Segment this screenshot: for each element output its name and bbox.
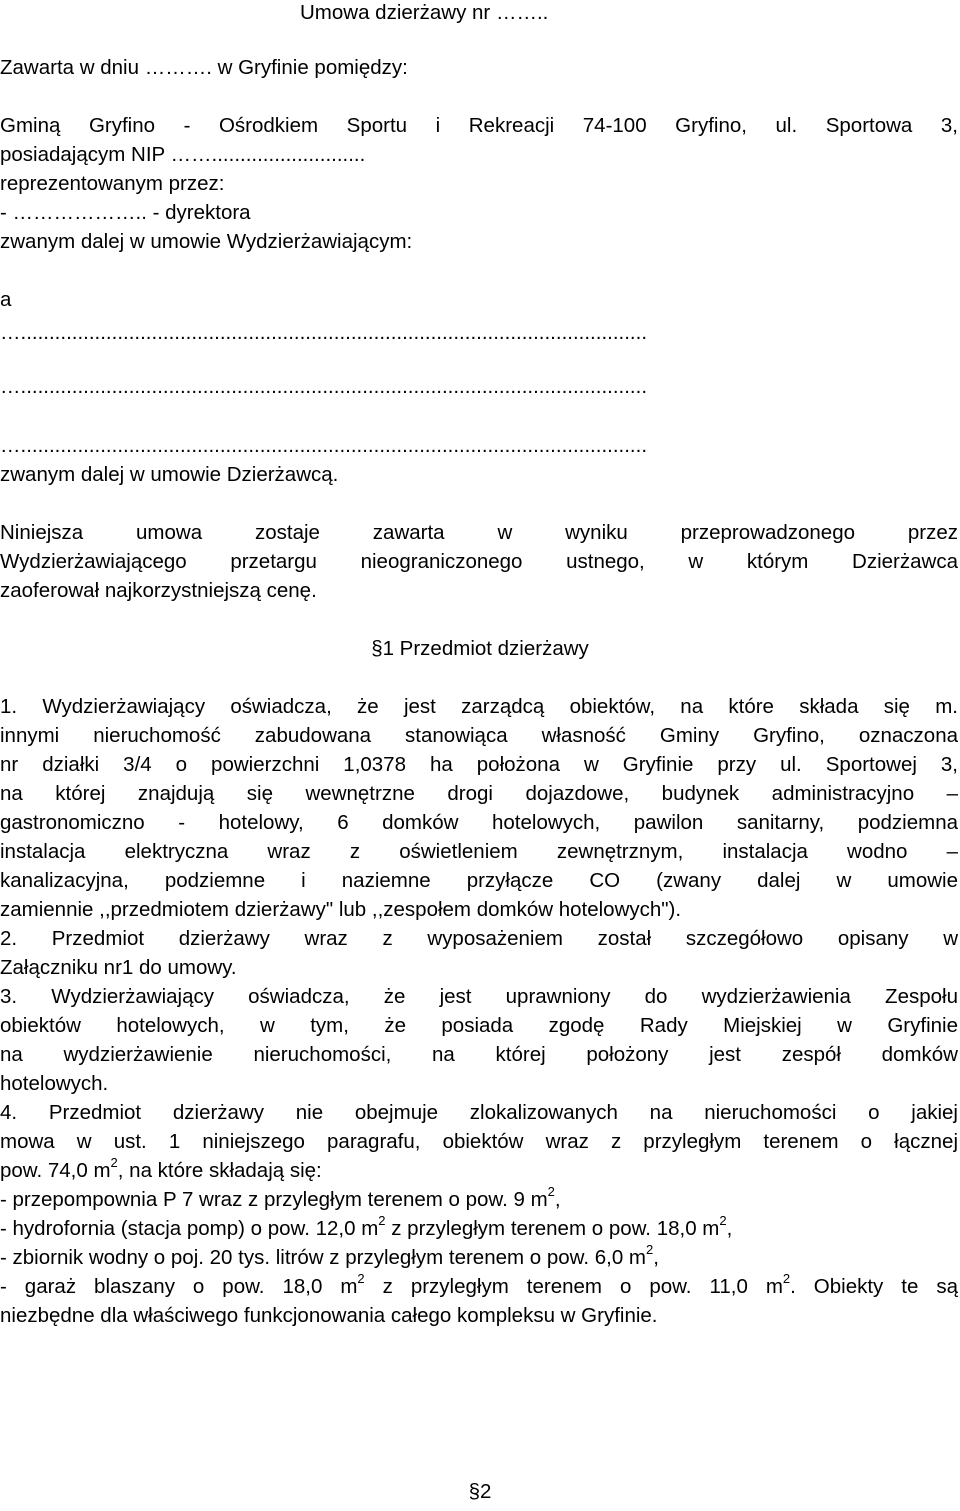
body-line: gastronomiczno - hotelowy, 6 domków hotelowych, pawilon sanitarny, podziemna <box>0 811 958 834</box>
body-line: nr działki 3/4 o powierzchni 1,0378 ha położona w Gryfinie przy ul. Sportowej 3, <box>0 753 958 776</box>
body-line: na wydzierżawienie nieruchomości, na której położony jest zespół domków <box>0 1043 958 1066</box>
party1-line: Gminą Gryfino - Ośrodkiem Sportu i Rekreacji 74-100 Gryfino, ul. Sportowa 3, <box>0 114 958 137</box>
date-line: Zawarta w dniu ………. w Gryfinie pomiędzy: <box>0 56 408 79</box>
party1-nip-line: posiadającym NIP ……........................... <box>0 143 366 166</box>
superscript: 2 <box>547 1185 555 1200</box>
area-item-line <box>0 1272 958 1301</box>
and-line: a <box>0 288 12 311</box>
body-line: instalacja elektryczna wraz z oświetleniem zewnętrznym, instalacja wodno – <box>0 840 958 863</box>
superscript: 2 <box>378 1214 386 1229</box>
document-title: Umowa dzierżawy nr …….. <box>300 1 549 24</box>
preamble-line: Niniejsza umowa zostaje zawarta w wyniku przeprowadzonego przez <box>0 521 958 544</box>
text-run: . Obiekty te są <box>790 1275 958 1298</box>
text-run: , <box>554 1188 561 1211</box>
party1-called-line: zwanym dalej w umowie Wydzierżawiającym: <box>0 230 413 253</box>
text-run: - przepompownia P 7 wraz z przyległym terenem o pow. 9 m <box>0 1188 548 1211</box>
area-item-line <box>0 1243 958 1272</box>
body-line: hotelowych. <box>0 1072 109 1095</box>
text-run: - hydrofornia (stacja pomp) o pow. 12,0 m <box>0 1217 379 1240</box>
area-item-line <box>0 1185 958 1214</box>
area-item-line <box>0 1214 958 1243</box>
section-heading: §1 Przedmiot dzierżawy <box>371 637 589 660</box>
body-line: 4. Przedmiot dzierżawy nie obejmuje zlokalizowanych na nieruchomości o jakiej <box>0 1101 958 1124</box>
area-total-line <box>0 1156 958 1185</box>
text-run: z przyległym terenem o pow. 11,0 m <box>364 1275 783 1298</box>
text-run: pow. 74,0 m <box>0 1159 111 1182</box>
preamble-line: zaoferował najkorzystniejszą cenę. <box>0 579 317 602</box>
party2-called-line: zwanym dalej w umowie Dzierżawcą. <box>0 463 339 486</box>
superscript: 2 <box>646 1243 654 1258</box>
text-run: - zbiornik wodny o poj. 20 tys. litrów z przyległym terenem o pow. 6,0 m <box>0 1246 647 1269</box>
text-run: , <box>726 1217 733 1240</box>
body-line: kanalizacyjna, podziemne i naziemne przyłącze CO (zwany dalej w umowie <box>0 869 958 892</box>
party2-dots-line: ….............................................................................................................. <box>0 434 648 457</box>
superscript: 2 <box>782 1272 791 1287</box>
body-line: innymi nieruchomość zabudowana stanowiąca własność Gminy Gryfino, oznaczona <box>0 724 958 747</box>
body-line: mowa w ust. 1 niniejszego paragrafu, obiektów wraz z przyległym terenem o łącznej <box>0 1130 958 1153</box>
superscript: 2 <box>357 1272 365 1287</box>
body-line: 2. Przedmiot dzierżawy wraz z wyposażeniem został szczegółowo opisany w <box>0 927 958 950</box>
preamble-line: Wydzierżawiającego przetargu nieograniczonego ustnego, w którym Dzierżawca <box>0 550 958 573</box>
superscript: 2 <box>110 1156 118 1171</box>
body-line: Załączniku nr1 do umowy. <box>0 956 237 979</box>
body-line: 3. Wydzierżawiający oświadcza, że jest uprawniony do wydzierżawienia Zespołu <box>0 985 958 1008</box>
party2-dots-line: ….............................................................................................................. <box>0 375 648 398</box>
area-closing-line: niezbędne dla właściwego funkcjonowania całego kompleksu w Gryfinie. <box>0 1304 658 1327</box>
party1-represented-line: reprezentowanym przez: <box>0 172 225 195</box>
party2-dots-line: ….............................................................................................................. <box>0 321 648 344</box>
text-run: , na które składają się: <box>117 1159 322 1182</box>
body-line: obiektów hotelowych, w tym, że posiada zgodę Rady Miejskiej w Gryfinie <box>0 1014 958 1037</box>
body-line: na której znajdują się wewnętrzne drogi dojazdowe, budynek administracyjno – <box>0 782 958 805</box>
party1-director-line: - ……………….. - dyrektora <box>0 201 251 224</box>
page-number: §2 <box>468 1480 492 1503</box>
text-run: z przyległym terenem o pow. 18,0 m <box>385 1217 720 1240</box>
text-run: - garaż blaszany o pow. 18,0 m <box>0 1275 358 1298</box>
body-line: zamiennie ,,przedmiotem dzierżawy" lub ,,zespołem domków hotelowych"). <box>0 898 682 921</box>
body-line: 1. Wydzierżawiający oświadcza, że jest zarządcą obiektów, na które składa się m. <box>0 695 958 718</box>
text-run: , <box>653 1246 659 1269</box>
superscript: 2 <box>719 1214 727 1229</box>
